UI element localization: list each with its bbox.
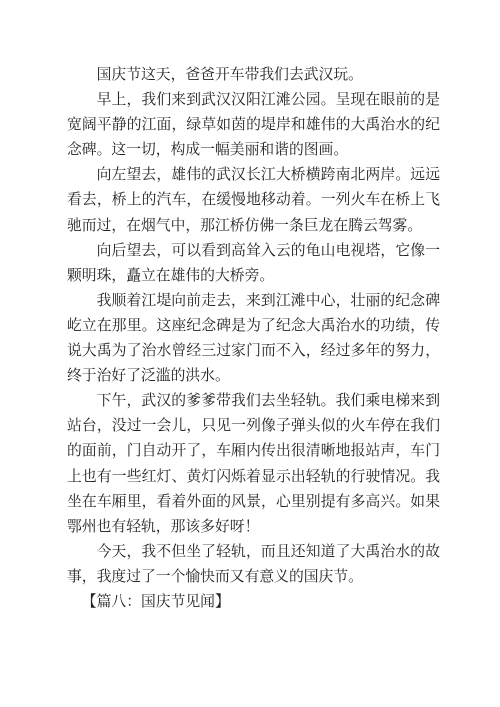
paragraph-monument: 我顺着江堤向前走去，来到江滩中心，壮丽的纪念碑屹立在那里。这座纪念碑是为了纪念大禹治水的功绩，传说大禹为了治水曾经三过家门而不入，经过多年的努力，终于治好了泛滥的洪水。 (67, 291, 440, 385)
paragraph-light-rail: 下午，武汉的爹爹带我们去坐轻轨。我们乘电梯来到站台，没过一会儿，只见一列像子弹头似的火车停在我们的面前，门自动开了，车厢内传出很清晰地报站声，车门上也有一些红灯、黄灯闪烁着显示出轻轨的行驶情况。我坐在车厢里，看着外面的风景，心里别提有多高兴。如果鄂州也有轻轨，那该多好呀！ (67, 392, 440, 535)
section-title: 【篇八：国庆节见闻】 (81, 592, 230, 610)
paragraph-morning: 早上，我们来到武汉汉阳江滩公园。呈现在眼前的是宽阔平静的江面，绿草如茵的堤岸和雄伟的大禹治水的纪念碑。这一切，构成一幅美丽和谐的图画。 (67, 91, 440, 159)
paragraph-intro: 国庆节这天，爸爸开车带我们去武汉玩。 (96, 66, 363, 83)
essay-body (67, 62, 440, 614)
paragraph-tv-tower: 向后望去，可以看到高耸入云的龟山电视塔，它像一颗明珠，矗立在雄伟的大桥旁。 (67, 241, 440, 284)
paragraph-conclusion: 今天，我不但坐了轻轨，而且还知道了大禹治水的故事，我度过了一个愉快而又有意义的国庆节。 (67, 542, 440, 585)
paragraph-bridge: 向左望去，雄伟的武汉长江大桥横跨南北两岸。远远看去，桥上的汽车，在缓慢地移动着。一列火车在桥上飞驰而过，在烟气中，那江桥仿佛一条巨龙在腾云驾雾。 (67, 166, 440, 234)
